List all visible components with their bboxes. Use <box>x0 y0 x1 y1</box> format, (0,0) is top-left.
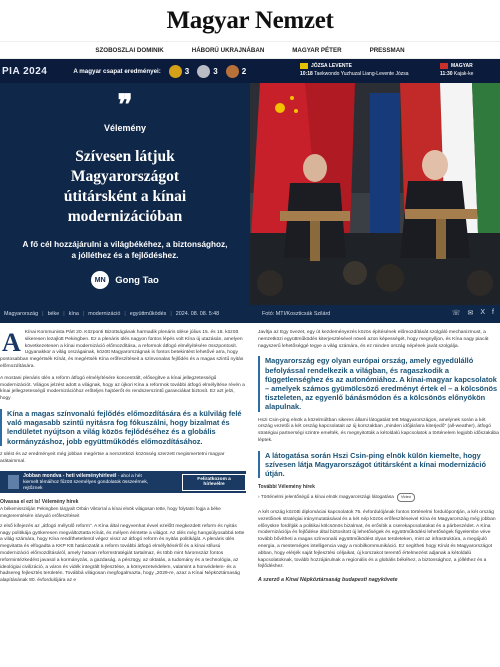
press-conference-photo <box>250 83 500 305</box>
tag[interactable]: Magyarország <box>4 311 39 317</box>
article-category[interactable]: Vélemény <box>103 123 147 133</box>
paragraph: A két ország közötti diplomáciai kapcsolatok 75. évfordulójának fontos történelmi fordulópontján, a két ország vezetőinek stratégiai iránymutatásával és a két nép közös erőfeszítéseivel Kína és Magyarország még jobban előnyükre fordítják a politikai kölcsönös bizalmat, és erősítik a cserekapcsolatokat és a párbeszédet. A Kína modernizációja és fejlődése által biztosított új lehetőségek és együttműködési lehetőségek figyelembe véve tovább bővítheti a magas színvonalú együttműködést olyan területeken, mint az infrastruktúra, a megújuló energia, a mesterséges intelligencia vagy a mobilkommunikáció. Ez segítheti hogy Kínát és Magyarországot abban, hogy elérjék saját fejlesztési céljaikat, új korszakot teremtő értelmezést adjanak a kétoldalú kapcsolatoknak, tovább hozzájárulnak a regionális és a globális békéhez, a biztonsághoz, a jólléthez és a fejlődéshez. <box>258 510 496 570</box>
olympics-results-label: A magyar csapat eredményei: <box>73 67 161 75</box>
article-title: Szívesen látjuk Magyarországot útitársként a kínai modernizációban <box>63 148 187 225</box>
newsletter-icon <box>8 475 19 489</box>
gold-count: 3 <box>184 66 190 76</box>
olympics-title: PIA 2024 <box>2 65 48 77</box>
related-article-link[interactable]: A békemisszióján Pekingben tárgyalt Orbán Viktorral a kínai elnök világosan tette, hogy folytatni fogja a béke megteremtésére irányuló erőfeszítéseit <box>0 506 221 518</box>
main-nav <box>0 42 500 59</box>
newsletter-subtitle: - ahol a hét kiemelt témáihoz fűzött személyes gondolatok összeérnek, rejtőznek <box>23 473 149 491</box>
gold-medal-icon <box>169 65 182 78</box>
author-byline[interactable] <box>0 271 250 289</box>
pull-quote: Kína a magas színvonalú fejlődés előmozdítására és a külvilág felé való magasabb szintű nyitásra fog fókuszálni, hogy bizalmat és lendületet nyújtson a világ közös fejlődéséhez és a globális kormányzáshoz, jobb együttműködés előmozdításához. <box>0 409 246 446</box>
tag[interactable]: béke <box>47 311 60 317</box>
paragraph: z ülést és az eredményeit még jobban megértse a nemzetközi közösség szerzett megismertetni magyar arátaimmal. <box>0 451 225 464</box>
olympics-bar <box>0 59 500 83</box>
paragraph: z első kifejezés az „átfogó mélyülő reform”. A Kína által negyvenhat évvel ezelőtt megkezdett reform és nyitás nagy politikája gyökeresen megváltoztatta Kínát, és mélyen érintette a világot. Az ülés még hangsúlyosabbá tette a világ számára, hogy Kína rendíthetetlenül végez vissz az átfogó reform és nyitás politikáját. A plenáris ülés megvitatta és elfogadta a KKP KB határozatát a reform további átfogó elmélyítéséről és a kínai stílusú modernizáció előmozdításáról, amely hatvan reformstratégiát tartalmaz, és több mint háromszáz fontos reformintézkedést javasol a kormányzás, a gazdaság, a pénzügy, az oktatás, a tudomány és a technológia, az ideológiai civilizáció, a város és vidék integrált fejlesztése, a környezetvédelem, valamint a honvédelem- és a hadsereg fejlesztés területén. Továbbá világosan megfogalmazta, hogy „2029-re, azaz a Kínai Népköztársaság alapításának 80. évfordulójára az e <box>0 523 245 584</box>
x-share-icon[interactable]: X <box>480 309 486 316</box>
author-avatar: MN <box>91 271 109 289</box>
site-logo[interactable]: Magyar Nemzet <box>166 6 334 34</box>
publish-date: 2024. 08. 08. 5:48 <box>175 311 220 317</box>
flag-icon <box>440 63 448 69</box>
related-article-link[interactable]: › Történelmi jelentőségű a kínai elnök magyarországi látogatása Videó <box>258 493 500 502</box>
article-body-left <box>0 330 246 590</box>
tag[interactable]: együttműködés <box>129 311 167 317</box>
newsletter-title: Jobban mondva - heti véleményhírlevél <box>23 472 117 479</box>
silver-medal-icon <box>197 65 210 78</box>
ticker-1-label: JÓZSA LEVENTE <box>311 63 352 69</box>
article-body-right <box>258 330 500 584</box>
article-lead: A fő cél hozzájárulni a világbékéhez, a biztonsághoz, a jólléthez és a fejlődéshez. <box>22 240 228 260</box>
ticker-1-time: 10:18 <box>300 71 313 77</box>
pull-quote: Magyarország egy olyan európai ország, amely egyedülálló befolyással rendelkezik a világban, és ragaszkodik a függetlenséghez és az autonómiához. A kínai-magyar kapcsolatok – amelyek számos gyümölcsöző eredményt értek el – a kölcsönös tiszteleten, az egyenlő bánásmódon és a kölcsönös előnyökön alapulnak. <box>258 356 500 411</box>
ticker-2-label: MAGYAR <box>451 63 473 69</box>
flag-icon <box>300 63 308 69</box>
facebook-share-icon[interactable]: f <box>492 309 494 316</box>
tag-list: Magyarország | béke | kína | modernizáció | együttműködés | 2024. 08. 08. 5:48 <box>4 311 220 317</box>
dropcap: A <box>2 328 21 357</box>
article-meta-bar <box>0 305 500 323</box>
hero-text-panel <box>0 83 250 305</box>
video-badge: Videó <box>397 493 415 502</box>
nav-item-magyar-peter[interactable]: MAGYAR PÉTER <box>292 46 342 54</box>
bronze-count: 2 <box>241 66 247 76</box>
quote-icon: ❞ <box>117 88 133 121</box>
ticker-1-text: Taekwondo Yuzhuzal Liang-Levente Józsa <box>314 71 409 77</box>
email-share-icon[interactable]: ✉ <box>467 310 474 317</box>
share-buttons <box>452 309 494 317</box>
nav-item-szoboszlai[interactable]: SZOBOSZLAI DOMINIK <box>95 46 164 54</box>
author-name: Gong Tao <box>115 274 159 286</box>
ticker-2-text: Kajak-ke <box>453 71 474 77</box>
olympics-ticker-2[interactable] <box>440 62 473 78</box>
hero-photo <box>250 83 500 305</box>
nav-item-pressman[interactable]: PRESSMAN <box>369 46 405 54</box>
article-hero <box>0 83 500 305</box>
pull-quote: A látogatása során Hszi Csin-ping elnök külön kiemelte, hogy szívesen látja Magyarországot útitársként a kínai modernizáció útján. <box>258 451 500 479</box>
paragraph: Hszi Csin-ping elnök a közelmúltban sikeres állami látogatást tett Magyarországon, amelynek során a két ország vezetői a két ország kapcsolatait az új korszakban „minden időjárásra kiterjedő” (all-weather), átfogó stratégiai partnerségi szintre emelték, és megnyitották a kétoldalú kapcsolatok a történelem legjobb időszakába léptek. <box>258 417 499 443</box>
silver-count: 3 <box>213 66 218 76</box>
photo-credit: Fotó: MTI/Koszticsák Szilárd <box>262 311 331 317</box>
nav-item-haboru[interactable]: HÁBORÚ UKRAJNÁBAN <box>191 46 265 54</box>
newsletter-promo <box>0 471 246 493</box>
paragraph: A Kínai Kommunista Párt 20. Központi Bizottságának harmadik plenáris ülése július 15. és 18. között sikeresen lezajlott Pekingben. Ez a plenáris ülés nagyon fontos lépés volt Kína új utazásán, amelyen következetesen a kínai modernizáció előmozdítása, a reformok átfogó elmélyítésére összpontosít. Ugyanakkor a világ országainak, között Magyarországnak is fontos betekintést lehetővé arra, hogy pontosabban megértsék Kínát, és megértsék Kína erőfeszítéseit a szinvonalas fejlődés és a magas szintű nyitás előmozdítására. <box>0 328 244 369</box>
tag[interactable]: modernizáció <box>88 311 121 317</box>
ticker-2-time: 11:30 <box>440 71 453 77</box>
tag[interactable]: kína <box>68 311 79 317</box>
phone-share-icon[interactable]: ☏ <box>451 310 461 317</box>
related-heading: További Vélemény hírek <box>258 484 315 491</box>
bronze-medal-icon <box>226 65 239 78</box>
bullet-icon: › <box>258 495 261 501</box>
site-header <box>0 0 500 42</box>
olympics-ticker-1[interactable] <box>300 62 409 78</box>
newsletter-subscribe-button[interactable]: Feliratkozom a hírlevélre <box>182 474 246 491</box>
paragraph: Javítja az Egy övezet, egy út kezdeményezés közös építésének előmozdítását szolgáló mechanizmust, a nemzetközi együttműködés kiterjesztésével növeli azon képességét, hogy megnyíljon, és Kína nagy piacát nagyszerű lehetőséggé tegye a világ számára, és ez minden ország népének javát szolgálja. <box>258 330 489 349</box>
related-heading: Olvassa el ezt is! Vélemény hírek <box>0 499 79 506</box>
author-signature: A szerző a Kínai Népköztársaság budapesti nagykövete <box>258 577 398 584</box>
paragraph: A mostani plenáris ülés a reform átfogó elmélyítésére koncentrált, elősegítve a kínai jellegzetességű modernizációt. Világos jelzést adott a világnak, hogy az újkori Kína a reformok további átfogó elmélyítése révén a kínai jellegzetességű modernizációhoz erőteljes hajtóerőt és rendszerszintű garanciákat biztosít. Ez azt jelzi, hogy <box>0 375 245 402</box>
